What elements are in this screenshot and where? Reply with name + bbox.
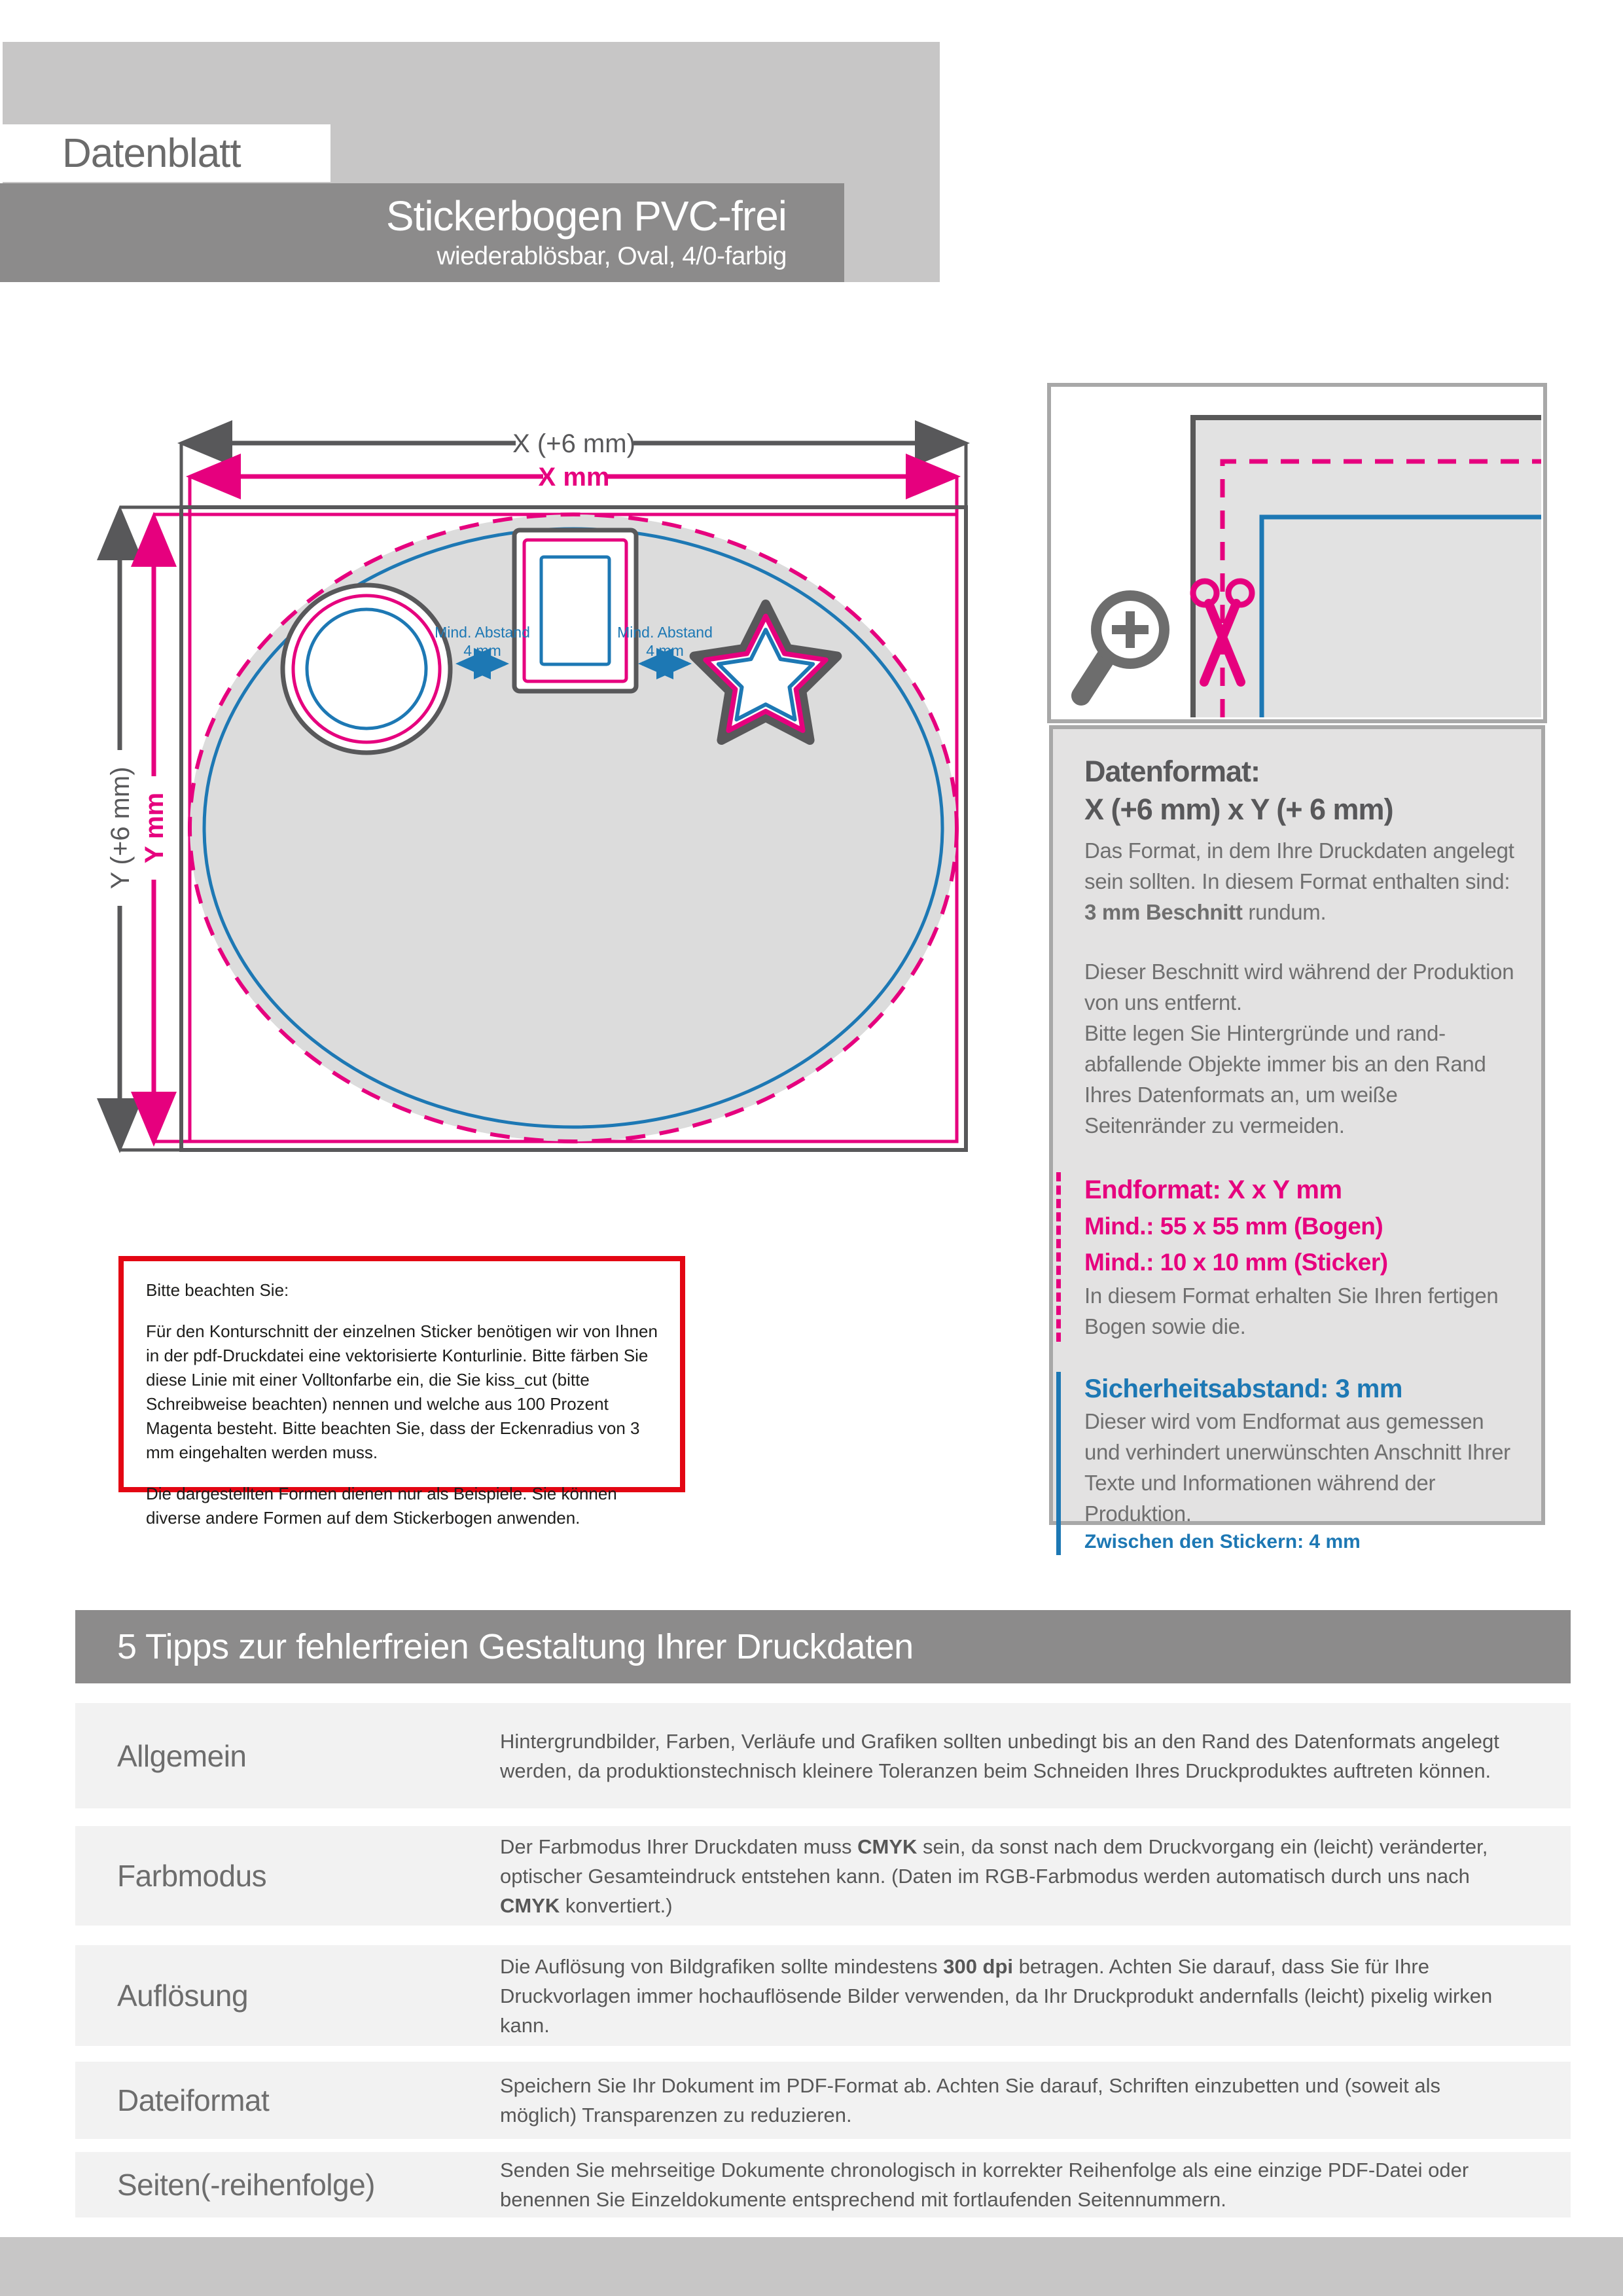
- sticker-circle: [283, 585, 450, 753]
- tip-text-segment: Die Auflösung von Bildgrafiken sollte mindestens: [500, 1954, 944, 1978]
- datenformat-text-3: Bitte legen Sie Hintergründe und rand-abfallende Objekte immer bis an den Rand Ihres Datenformats an, um weiße Seitenränder zu vermeiden.: [1084, 1021, 1486, 1138]
- tip-label: Seiten(-reihenfolge): [117, 2168, 376, 2202]
- tip-text-segment: Speichern Sie Ihr Dokument im PDF-Format ab. Achten Sie darauf, Schriften einzubetten und (soweit als möglich) Transparenzen zu reduzieren.: [500, 2074, 1441, 2126]
- footer-bar: [0, 2237, 1623, 2296]
- kiss-cut-note-box: [118, 1256, 685, 1528]
- svg-text:4 mm: 4 mm: [646, 642, 684, 659]
- tip-text: [500, 2155, 1571, 2214]
- tip-label: Dateiformat: [117, 2083, 270, 2117]
- datenformat-text-2: Dieser Beschnitt wird während der Produktion von uns entfernt.: [1084, 960, 1514, 1014]
- endformat-min-sticker: Mind.: 10 x 10 mm (Sticker): [1084, 1249, 1388, 1276]
- sicherheitsabstand-heading: Sicherheitsabstand: 3 mm: [1084, 1374, 1402, 1403]
- datenformat-text-1a: Das Format, in dem Ihre Druckdaten angelegt sein sollten. In diesem Format enthalten sind:: [1084, 838, 1514, 893]
- datenformat-text-1b: 3 mm Beschnitt: [1084, 900, 1243, 924]
- tip-text: [500, 1832, 1571, 1920]
- tip-text-segment: betragen. Achten Sie darauf, dass Sie für Ihre Druckvorlagen immer hochauflösende Bilder verwenden, da Ihr Druckprodukt andernfalls (leicht) pixelig wirken kann.: [500, 1954, 1493, 2037]
- sicherheitsabstand-text: Dieser wird vom Endformat aus gemessen und verhindert unerwünschten Anschnitt Ihrer Texte und Informationen während der Produktion.: [1084, 1409, 1510, 1526]
- datenformat-text-1: [1084, 835, 1518, 927]
- endformat-text: In diesem Format erhalten Sie Ihren fertigen Bogen sowie die.: [1084, 1283, 1499, 1338]
- tip-label: Farbmodus: [117, 1859, 267, 1893]
- tip-text-segment: konvertiert.): [560, 1893, 673, 1917]
- datenblatt-label-box: [0, 124, 330, 182]
- tip-label: Auflösung: [117, 1979, 249, 2013]
- tip-row-farbmodus: [75, 1826, 1571, 1926]
- dim-x-outer-label: X (+6 mm): [512, 429, 635, 458]
- product-subtitle: wiederablösbar, Oval, 4/0-farbig: [437, 242, 787, 270]
- tip-text-segment-bold: CMYK: [857, 1835, 918, 1858]
- tip-text: [500, 2071, 1571, 2130]
- tip-text: [500, 1727, 1571, 1785]
- tip-text-segment-bold: 300 dpi: [943, 1954, 1014, 1978]
- svg-text:Mind. Abstand: Mind. Abstand: [617, 624, 713, 641]
- sticker-spacing-note: Zwischen den Stickern: 4 mm: [1084, 1531, 1361, 1552]
- sicherheitsabstand-section: [1056, 1372, 1518, 1555]
- product-banner: [0, 183, 844, 282]
- endformat-section: [1056, 1172, 1518, 1342]
- svg-text:Mind. Abstand: Mind. Abstand: [435, 624, 530, 641]
- endformat-heading: Endformat: X x Y mm: [1084, 1175, 1342, 1204]
- datenformat-heading: Datenformat:: [1084, 755, 1260, 788]
- dim-y-outer-label: Y (+6 mm): [106, 766, 135, 889]
- sticker-square: [514, 530, 636, 691]
- tip-text: [500, 1952, 1571, 2040]
- note-text-1: Für den Konturschnitt der einzelnen Sticker benötigen wir von Ihnen in der pdf-Druckdatei eine vektorisierte Konturlinie. Bitte färben Sie diese Linie mit einer Volltonfarbe ein, die Sie kiss_cut (bitte Schreibweise beachten) nennen und welche aus 100 Prozent Magenta besteht. Bitte beachten Sie, dass der Eckenradius von 3 mm eingehalten werden muss.: [146, 1321, 658, 1462]
- note-text-2: Die dargestellten Formen dienen nur als Beispiele. Sie können diverse andere Formen auf dem Stickerbogen anwenden.: [146, 1484, 617, 1528]
- format-info-panel: [1049, 725, 1545, 1552]
- tip-text-segment: Hintergrundbilder, Farben, Verläufe und Grafiken sollten unbedingt bis an den Rand des Datenformats angelegt werden, da produktionstechnisch kleinere Toleranzen beim Schneiden Ihres Druckproduktes auftreten können.: [500, 1729, 1499, 1782]
- tip-text-segment-bold: CMYK: [500, 1893, 560, 1917]
- dim-x-inner-label: X mm: [538, 463, 610, 492]
- tip-row-seitenreihenfolge: [75, 2152, 1571, 2217]
- note-heading: Bitte beachten Sie:: [146, 1280, 289, 1300]
- datenformat-text-1c: rundum.: [1242, 900, 1327, 924]
- tip-label: Allgemein: [117, 1738, 247, 1773]
- tip-row-allgemein: [75, 1703, 1571, 1808]
- tip-text-segment: Senden Sie mehrseitige Dokumente chronologisch in korrekter Reihenfolge als eine einzige PDF-Datei oder benennen Sie Einzeldokumente entsprechend mit fortlaufenden Seitennummern.: [500, 2159, 1469, 2211]
- product-title: Stickerbogen PVC-frei: [385, 192, 787, 240]
- datenformat-format: X (+6 mm) x Y (+ 6 mm): [1084, 793, 1393, 826]
- tips-banner-title: 5 Tipps zur fehlerfreien Gestaltung Ihrer Druckdaten: [117, 1627, 914, 1666]
- svg-text:4 mm: 4 mm: [463, 642, 501, 659]
- tip-row-aufloesung: [75, 1945, 1571, 2046]
- detail-zoom-box: [1049, 385, 1545, 721]
- tips-banner: [75, 1610, 1571, 1683]
- tip-text-segment: Der Farbmodus Ihrer Druckdaten muss: [500, 1835, 858, 1858]
- tip-row-dateiformat: [75, 2062, 1571, 2139]
- dim-y-inner-label: Y mm: [140, 792, 169, 864]
- page-title: Datenblatt: [62, 130, 241, 176]
- endformat-min-bogen: Mind.: 55 x 55 mm (Bogen): [1084, 1213, 1383, 1240]
- tip-text-segment: sein, da sonst nach dem Druckvorgang ein (leicht) veränderter, optischer Gesamteindruck entstehen kann. (Daten im RGB-Farbmodus werden automatisch durch uns nach: [500, 1835, 1488, 1888]
